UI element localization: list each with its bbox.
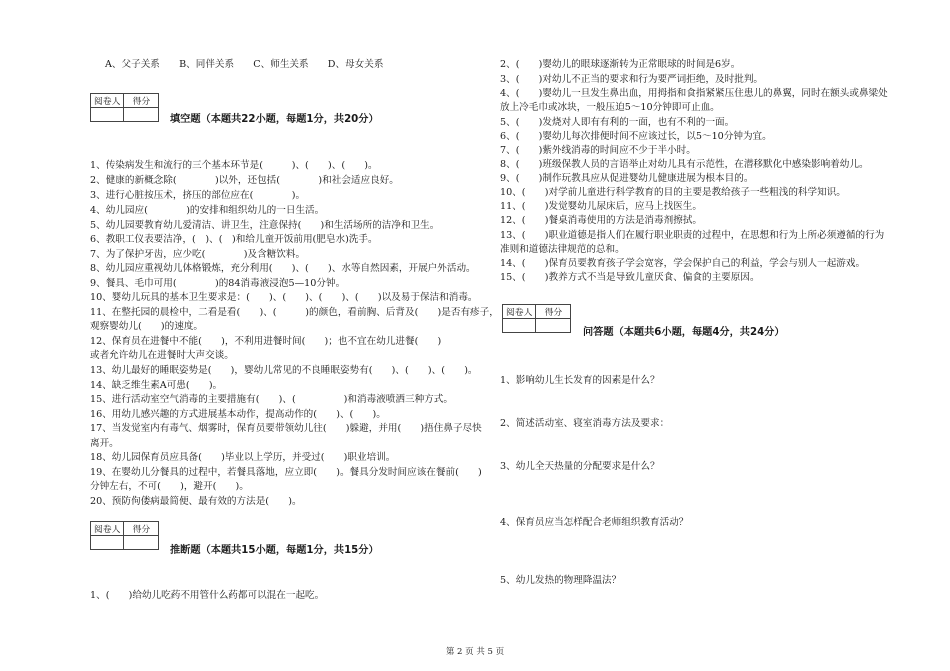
question-line: 4、( )婴幼儿一旦发生鼻出血，用拇指和食指紧紧压住患儿的鼻翼，同时在额头或鼻梁处 xyxy=(500,88,888,99)
score-box-fill xyxy=(90,93,159,122)
section-title-judge: 推断题（本题共15小题，每题1分，共15分） xyxy=(170,545,379,556)
question-line: 11、在整托园的晨检中，二看是看( )、( )的颜色，看前胸、后背及( )是否有疹子， xyxy=(90,307,499,318)
question-line: 5、幼儿发热的物理降温法？ xyxy=(500,575,622,586)
question-line: 3、进行心脏按压术，挤压的部位应在( )。 xyxy=(90,190,306,201)
question-line: 6、教职工仪表要洁净，( )、( )和给儿童开饭前用(肥皂水)洗手。 xyxy=(90,234,378,245)
options-line: A、父子关系 B、同伴关系 C、师生关系 D、母女关系 xyxy=(105,59,384,70)
score-header-score: 得分 xyxy=(536,305,571,319)
question-line: 16、用幼儿感兴趣的方式进展基本动作，提高动作的( )、( )。 xyxy=(90,409,386,420)
question-line: 或者允许幼儿在进餐时大声交谈。 xyxy=(90,350,234,361)
question-line: 9、餐具、毛巾可用( )的84消毒液浸泡5—10分钟。 xyxy=(90,278,346,289)
section-title-qa: 问答题（本题共6小题，每题4分，共24分） xyxy=(583,327,785,338)
section-title-fill: 填空题（本题共22小题，每题1分，共20分） xyxy=(170,114,379,125)
question-line: 13、( )职业道德是指人们在履行职业职责的过程中，在思想和行为上所必须遵循的行为 xyxy=(500,230,885,241)
question-line: 12、保育员在进餐中不能( )，不利用进餐时间( )；也不宜在幼儿进餐( ) xyxy=(90,336,442,347)
question-line: 7、( )紫外线消毒的时间应不少于半小时。 xyxy=(500,145,696,156)
question-line: 离开。 xyxy=(90,438,119,449)
question-line: 20、预防佝偻病最简便、最有效的方法是( )。 xyxy=(90,496,302,507)
question-line: 19、在婴幼儿分餐具的过程中，若餐具落地，应立即( )。餐具分发时间应该在餐前( ) xyxy=(90,467,482,478)
score-header-reviewer: 阅卷人 xyxy=(91,94,124,108)
question-line: 3、( )对幼儿不正当的要求和行为要严词拒绝，及时批判。 xyxy=(500,74,764,85)
question-line: 15、( )教养方式不当是导致儿童厌食、偏食的主要原因。 xyxy=(500,272,760,283)
question-line: 观察婴幼儿( )的速度。 xyxy=(90,321,204,332)
page-number-footer: 第 2 页 共 5 页 xyxy=(445,647,505,657)
score-header-score: 得分 xyxy=(124,522,159,536)
score-box-judge xyxy=(90,521,159,550)
question-line: 5、幼儿园要教育幼儿爱清洁、讲卫生，注意保持( )和生活场所的洁净和卫生。 xyxy=(90,220,440,231)
question-line: 15、进行活动室空气消毒的主要措施有( )、( )和消毒液喷洒三种方式。 xyxy=(90,394,453,405)
question-line: 1、传染病发生和流行的三个基本环节是( )、( )、( )。 xyxy=(90,160,378,171)
score-header-score: 得分 xyxy=(124,94,159,108)
question-line: 10、婴幼儿玩具的基本卫生要求是：( )、( )、( )、( )以及易于保洁和消毒。 xyxy=(90,292,478,303)
question-line: 6、( )婴幼儿每次排便时间不应该过长，以5～10分钟为宜。 xyxy=(500,131,772,142)
question-line: 2、( )婴幼儿的眼球逐渐转为正常眼球的时间是6岁。 xyxy=(500,59,741,70)
score-box-qa xyxy=(502,304,571,333)
question-line: 17、当发觉室内有毒气、烟雾时，保育员要带领幼儿往( )躲避，并用( )捂住鼻子尽快 xyxy=(90,423,482,434)
question-line: 18、幼儿园保育员应具备( )毕业以上学历，并受过( )职业培训。 xyxy=(90,452,396,463)
question-line: 12、( )餐桌消毒使用的方法是消毒剂擦拭。 xyxy=(500,215,702,226)
question-line: 1、影响幼儿生长发育的因素是什么？ xyxy=(500,375,660,386)
question-line: 9、( )制作玩教具应从促进婴幼儿健康进展为根本目的。 xyxy=(500,173,754,184)
question-line: 4、保育员应当怎样配合老师组织教育活动？ xyxy=(500,517,689,528)
score-header-reviewer: 阅卷人 xyxy=(503,305,536,319)
question-line: 4、幼儿园应( )的安排和组织幼儿的一日生活。 xyxy=(90,205,325,216)
score-header-reviewer: 阅卷人 xyxy=(91,522,124,536)
question-line: 2、健康的新概念除( )以外，还包括( )和社会适应良好。 xyxy=(90,175,399,186)
question-line: 10、( )对学前儿童进行科学教育的目的主要是教给孩子一些粗浅的科学知识。 xyxy=(500,187,846,198)
question-line: 1、( )给幼儿吃药不用管什么药都可以混在一起吃。 xyxy=(90,590,325,601)
question-line: 11、( )发觉婴幼儿尿床后，应马上找医生。 xyxy=(500,201,702,212)
question-line: 放上冷毛巾或冰块，一般压迫5～10分钟即可止血。 xyxy=(500,102,720,113)
question-line: 8、幼儿园应重视幼儿体格锻炼，充分利用( )、( )、水等自然因素，开展户外活动。 xyxy=(90,263,476,274)
question-line: 7、为了保护牙齿，应少吃( )及含糖饮料。 xyxy=(90,249,306,260)
question-line: 8、( )班级保教人员的言语举止对幼儿具有示范性，在潜移默化中感染影响着幼儿。 xyxy=(500,159,869,170)
question-line: 3、幼儿全天热量的分配要求是什么？ xyxy=(500,461,660,472)
question-line: 13、幼儿最好的睡眠姿势是( )，婴幼儿常见的不良睡眠姿势有( )、( )、( )。 xyxy=(90,365,478,376)
question-line: 5、( )发烧对人即有有利的一面，也有不利的一面。 xyxy=(500,117,735,128)
question-line: 分钟左右，不可( )，避开( )。 xyxy=(90,481,249,492)
question-line: 准则和道德法律规范的总和。 xyxy=(500,244,625,255)
question-line: 14、缺乏维生素A可患( )。 xyxy=(90,380,223,391)
question-line: 2、简述活动室、寝室消毒方法及要求： xyxy=(500,418,670,429)
question-line: 14、( )保育员要教育孩子学会宽容，学会保护自己的利益，学会与别人一起游戏。 xyxy=(500,258,866,269)
